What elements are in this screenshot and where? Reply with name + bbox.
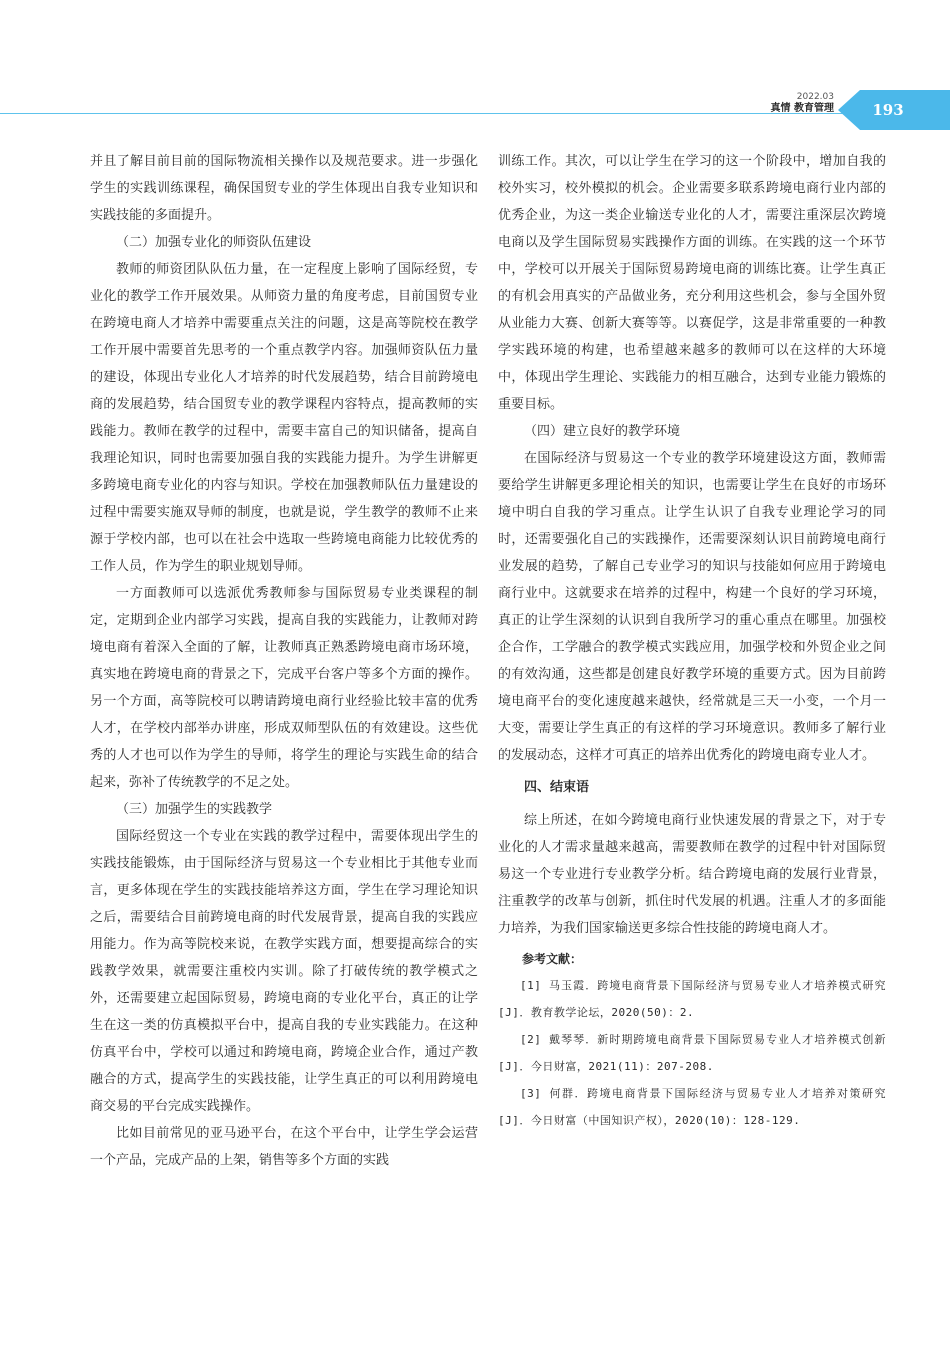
- section-heading: 四、结束语: [524, 780, 590, 795]
- left-column: [90, 148, 478, 1174]
- body-paragraph: 一方面教师可以选派优秀教师参与国际贸易专业类课程的制定，定期到企业内部学习实践，提高自我的实践能力，让教师对跨境电商有着深入全面的了解，让教师真正熟悉跨境电商市场环境，真实地在跨境电商的背景之下，完成平台客户等多个方面的操作。另一个方面，高等院校可以聘请跨境电商行业经验比较丰富的优秀人才，在学校内部举办讲座，形成双师型队伍的有效建设。这些优秀的人才也可以作为学生的导师，将学生的理论与实践生命的结合起来，弥补了传统教学的不足之处。: [90, 586, 478, 790]
- reference-entry: [3] 何群．跨境电商背景下国际经济与贸易专业人才培养对策研究 [J]．今日财富（中国知识产权），2020(10)：128-129.: [498, 1087, 886, 1127]
- references-heading: 参考文献：: [522, 952, 583, 966]
- body-paragraph: 训练工作。其次，可以让学生在学习的这一个阶段中，增加自我的校外实习，校外模拟的机会。企业需要多联系跨境电商行业内部的优秀企业，为这一类企业输送专业化的人才，需要注重深层次跨境电商以及学生国际贸易实践操作方面的训练。在实践的这一个环节中，学校可以开展关于国际贸易跨境电商的训练比赛。让学生真正的有机会用真实的产品做业务，充分利用这些机会，参与全国外贸从业能力大赛、创新大赛等等。以赛促学，这是非常重要的一种教学实践环境的构建，也希望越来越多的教师可以在这样的大环境中，体现出学生理论、实践能力的相互融合，达到专业能力锻炼的重要目标。: [498, 154, 886, 412]
- body-paragraph: 综上所述，在如今跨境电商行业快速发展的背景之下，对于专业化的人才需求量越来越高，需要教师在教学的过程中针对国际贸易这一个专业进行专业教学分析。结合跨境电商的发展行业背景，注重教学的改革与创新，抓住时代发展的机遇。注重人才的多面能力培养，为我们国家输送更多综合性技能的跨境电商人才。: [498, 813, 886, 936]
- subsection-heading: （四）建立良好的教学环境: [524, 424, 681, 439]
- reference-entry: [1] 马玉霞．跨境电商背景下国际经济与贸易专业人才培养模式研究 [J]．教育教学论坛，2020(50)：2.: [498, 979, 886, 1019]
- header-rule: [0, 113, 848, 114]
- body-paragraph: 比如目前常见的亚马逊平台，在这个平台中，让学生学会运营一个产品，完成产品的上架，销售等多个方面的实践: [90, 1126, 478, 1168]
- body-paragraph: 教师的师资团队队伍力量，在一定程度上影响了国际经贸，专业化的教学工作开展效果。从师资力量的角度考虑，目前国贸专业在跨境电商人才培养中需要重点关注的问题，这是高等院校在教学工作开展中需要首先思考的一个重点教学内容。加强师资队伍力量的建设，体现出专业化人才培养的时代发展趋势，结合目前跨境电商的发展趋势，结合国贸专业的教学课程内容特点，提高教师的实践能力。教师在教学的过程中，需要丰富自己的知识储备，提高自我理论知识，同时也需要加强自我的实践能力提升。为学生讲解更多跨境电商专业化的内容与知识。学校在加强教师队伍力量建设的过程中需要实施双导师的制度，也就是说，学生教学的教师不止来源于学校内部，也可以在社会中选取一些跨境电商能力比较优秀的工作人员，作为学生的职业规划导师。: [90, 262, 478, 574]
- body-paragraph: 在国际经济与贸易这一个专业的教学环境建设这方面，教师需要给学生讲解更多理论相关的知识，也需要让学生在良好的市场环境中明白自我的学习重点。让学生认识了自我专业理论学习的同时，还需要强化自己的实践操作，还需要深刻认识目前跨境电商行业发展的趋势，了解自己专业学习的知识与技能如何应用于跨境电商行业中。这就要求在培养的过程中，构建一个良好的学习环境，真正的让学生深刻的认识到自我所学习的重心重点在哪里。加强校企合作，工学融合的教学模式实践应用，加强学校和外贸企业之间的有效沟通，这些都是创建良好教学环境的重要方式。因为目前跨境电商平台的变化速度越来越快，经常就是三天一小变，一个月一大变，需要让学生真正的有这样的学习环境意识。教师多了解行业的发展动态，这样才可真正的培养出优秀化的跨境电商专业人才。: [498, 451, 886, 763]
- right-column: [498, 148, 886, 1134]
- body-paragraph: 国际经贸这一个专业在实践的教学过程中，需要体现出学生的实践技能锻炼，由于国际经济与贸易这一个专业相比于其他专业而言，更多体现在学生的实践技能培养这方面，学生在学习理论知识之后，需要结合目前跨境电商的时代发展背景，提高自我的实践应用能力。作为高等院校来说，在教学实践方面，想要提高综合的实践教学效果，就需要注重校内实训。除了打破传统的教学模式之外，还需要建立起国际贸易，跨境电商的专业化平台，真正的让学生在这一类的仿真模拟平台中，提高自我的专业实践能力。在这种仿真平台中，学校可以通过和跨境电商，跨境企业合作，通过产教融合的方式，提高学生的实践技能，让学生真正的可以利用跨境电商交易的平台完成实践操作。: [90, 829, 478, 1114]
- reference-entry: [2] 戴琴琴．新时期跨境电商背景下国际贸易专业人才培养模式创新 [J]．今日财富，2021(11)：207-208.: [498, 1033, 886, 1073]
- body-paragraph: 并且了解目前目前的国际物流相关操作以及规范要求。进一步强化学生的实践训练课程，确保国贸专业的学生体现出自我专业知识和实践技能的多面提升。: [90, 154, 478, 223]
- subsection-heading: （二）加强专业化的师资队伍建设: [116, 235, 312, 250]
- issue-date: 2022.03: [796, 92, 834, 102]
- subsection-heading: （三）加强学生的实践教学: [116, 802, 273, 817]
- running-header: [771, 92, 834, 115]
- journal-name: 真情 教育管理: [770, 102, 834, 114]
- page-number: 193: [872, 101, 904, 119]
